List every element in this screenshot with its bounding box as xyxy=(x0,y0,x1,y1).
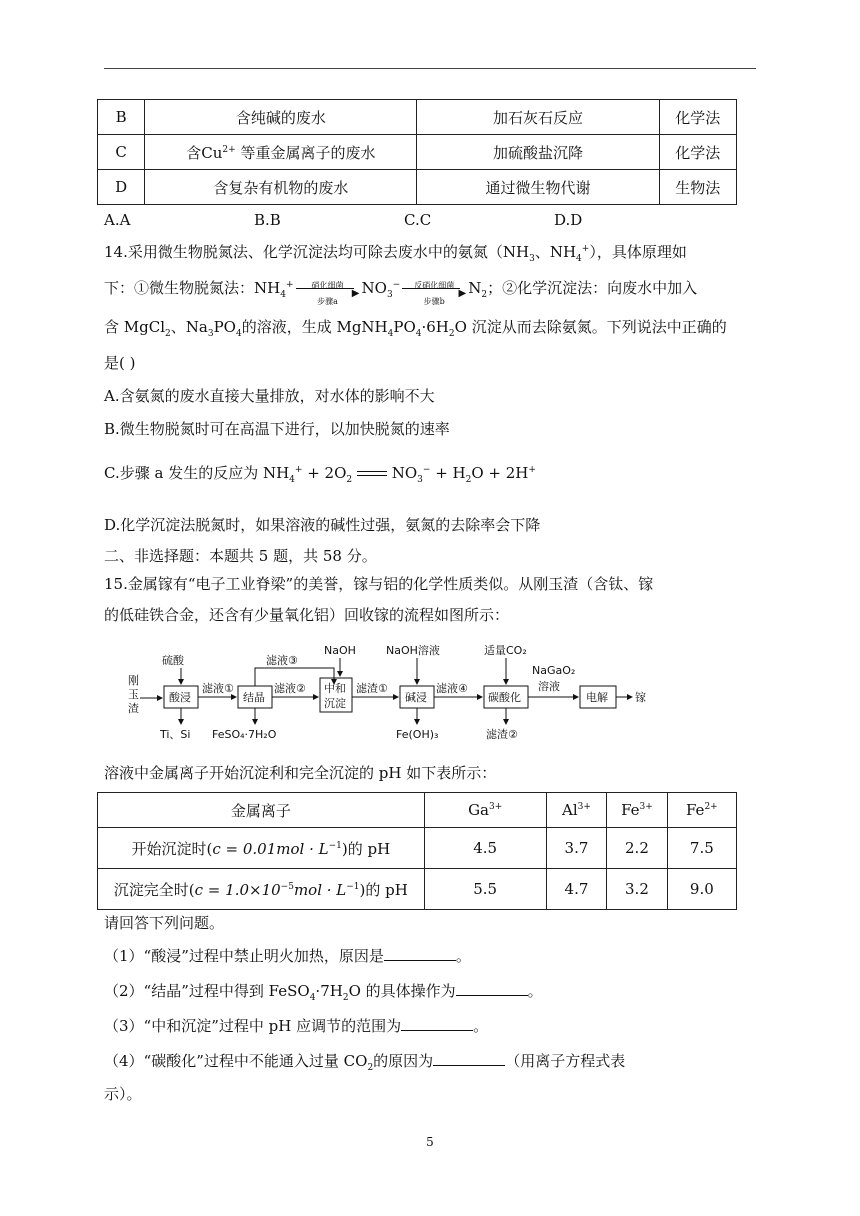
q14-option-c: C.步骤 a 发生的反应为 $NH_4^+ + 2O_2$ $NO_3^- + H_2O + 2H^+$ xyxy=(104,464,536,485)
start-label: 刚 xyxy=(128,674,139,687)
question-4-cont: 示）。 xyxy=(104,1085,142,1103)
svg-text:FeSO₄·7H₂O: FeSO₄·7H₂O xyxy=(212,728,277,741)
svg-text:Ti、Si: Ti、Si xyxy=(160,728,191,741)
svg-text:沉淀: 沉淀 xyxy=(324,697,346,710)
question-3: （3）“中和沉淀”过程中 pH 应调节的范围为 。 xyxy=(104,1017,489,1035)
page-number: 5 xyxy=(426,1135,434,1149)
option-d: D.D xyxy=(554,211,583,229)
answer-prompt: 请回答下列问题。 xyxy=(104,914,225,932)
svg-text:碳酸化: 碳酸化 xyxy=(488,691,521,704)
svg-text:滤渣②: 滤渣② xyxy=(486,728,518,741)
q14-stem-2: 下：①微生物脱氮法：$NH_4^+$ 硝化细菌 ▶ 步骤a $NO_3^-$ 反硝化细菌 ▶ 步骤b $N_2$；②化学沉淀法：向废水中加入 xyxy=(104,279,698,306)
svg-text:渣: 渣 xyxy=(128,702,139,715)
process-flowchart xyxy=(124,640,664,744)
svg-text:玉: 玉 xyxy=(128,688,139,701)
q14-stem-1: 14.采用微生物脱氮法、化学沉淀法均可除去废水中的氨氮（$NH_3$、$NH_4^+$），具体原理如 xyxy=(104,243,687,264)
svg-text:酸浸: 酸浸 xyxy=(169,691,191,704)
svg-text:镓: 镓 xyxy=(635,691,646,704)
table-row: 开始沉淀时$(c = 0.01mol \cdot L^{-1})$的 pH 4.5 3.7 2.2 7.5 xyxy=(98,828,737,869)
q15-stem-2: 的低硅铁合金，还含有少量氧化铝）回收镓的流程如图所示： xyxy=(104,606,510,624)
table-header-row: 金属离子 $Ga^{3+}$ $Al^{3+}$ $Fe^{3+}$ $Fe^{2+}$ xyxy=(98,793,737,828)
question-4: （4）“碳酸化”过程中不能通入过量 $CO_2$的原因为 （用离子方程式表 xyxy=(104,1052,626,1073)
q14-option-b: B.微生物脱氮时可在高温下进行，以加快脱氮的速率 xyxy=(104,420,450,438)
option-c: C.C xyxy=(404,211,432,229)
svg-text:碱浸: 碱浸 xyxy=(405,691,427,704)
svg-text:溶液: 溶液 xyxy=(538,680,560,693)
q14-option-a: A.含氨氮的废水直接大量排放，对水体的影响不大 xyxy=(104,387,435,405)
svg-text:结晶: 结晶 xyxy=(243,691,265,704)
svg-text:NaOH: NaOH xyxy=(324,644,356,657)
svg-text:滤液②: 滤液② xyxy=(274,682,306,695)
option-a: A.A xyxy=(104,211,131,229)
svg-text:Fe(OH)₃: Fe(OH)₃ xyxy=(396,728,439,741)
answer-blank-2[interactable] xyxy=(456,981,528,996)
svg-text:适量CO₂: 适量CO₂ xyxy=(484,644,527,657)
svg-text:NaOH溶液: NaOH溶液 xyxy=(386,644,440,657)
svg-text:中和: 中和 xyxy=(324,682,346,695)
svg-text:滤液④: 滤液④ xyxy=(436,682,468,695)
table-intro: 溶液中金属离子开始沉淀利和完全沉淀的 pH 如下表所示： xyxy=(104,764,497,782)
table-row: D 含复杂有机物的废水 通过微生物代谢 生物法 xyxy=(98,170,737,205)
answer-blank-3[interactable] xyxy=(401,1016,473,1031)
arrow-step-b: 反硝化细菌 ▶ 步骤b xyxy=(400,277,468,301)
section-heading: 二、非选择题：本题共 5 题，共 58 分。 xyxy=(104,547,377,565)
svg-text:滤液③: 滤液③ xyxy=(266,654,298,667)
q15-stem-1: 15.金属镓有“电子工业脊梁”的美誉，镓与铝的化学性质类似。从刚玉渣（含钛、镓 xyxy=(104,575,654,593)
header-rule xyxy=(104,68,756,69)
question-2: （2）“结晶”过程中得到 $FeSO_4\cdot 7H_2O$ 的具体操作为 。 xyxy=(104,982,543,1003)
answer-blank-4[interactable] xyxy=(433,1051,505,1066)
svg-text:硫酸: 硫酸 xyxy=(162,654,184,667)
svg-text:滤液①: 滤液① xyxy=(202,682,234,695)
treatment-table xyxy=(97,99,737,205)
table-row: C 含$Cu^{2+}$ 等重金属离子的废水 加硫酸盐沉降 化学法 xyxy=(98,135,737,170)
answer-blank-1[interactable] xyxy=(384,946,456,961)
option-b: B.B xyxy=(254,211,281,229)
q14-option-d: D.化学沉淀法脱氮时，如果溶液的碱性过强，氨氮的去除率会下降 xyxy=(104,516,541,534)
svg-text:NaGaO₂: NaGaO₂ xyxy=(532,664,576,677)
question-1: （1）“酸浸”过程中禁止明火加热，原因是 。 xyxy=(104,947,471,965)
ph-table xyxy=(97,792,737,910)
q14-stem-3: 含 MgCl$_2$、$Na_3PO_4$的溶液，生成 $MgNH_4PO_4\cdot 6H_2O$ 沉淀从而去除氨氮。下列说法中正确的 xyxy=(104,318,727,339)
svg-text:电解: 电解 xyxy=(586,691,608,704)
svg-text:滤渣①: 滤渣① xyxy=(356,682,388,695)
arrow-step-a: 硝化细菌 ▶ 步骤a xyxy=(294,277,362,301)
table-row: 沉淀完全时$(c = 1.0\times 10^{-5}mol \cdot L^{-1})$的 pH 5.5 4.7 3.2 9.0 xyxy=(98,869,737,910)
table-row: B 含纯碱的废水 加石灰石反应 化学法 xyxy=(98,100,737,135)
q14-stem-4: 是( ) xyxy=(104,354,136,372)
